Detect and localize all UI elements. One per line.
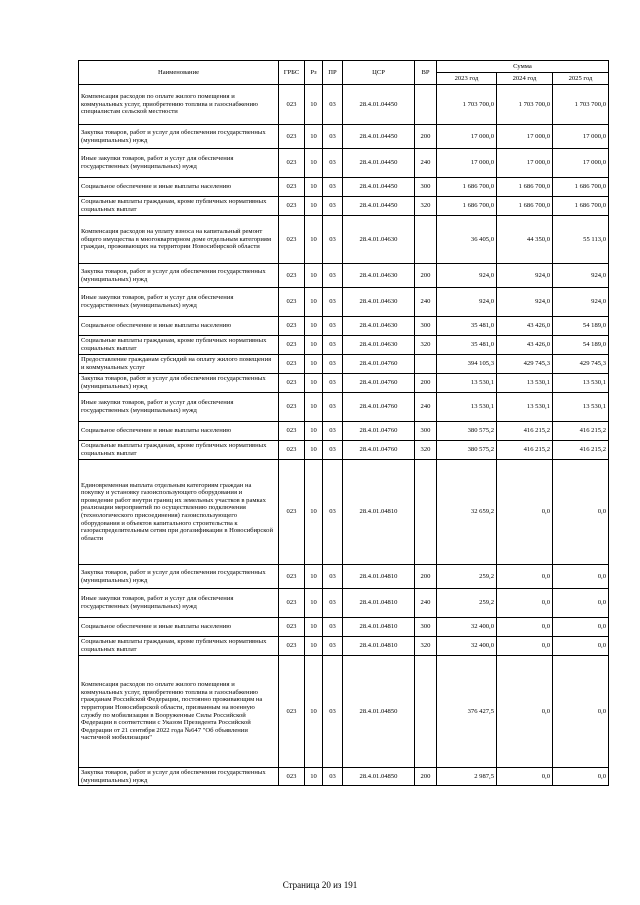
table-row xyxy=(79,460,609,565)
table-row xyxy=(79,441,609,460)
table-row xyxy=(79,565,609,589)
row-name: Иные закупки товаров, работ и услуг для обеспечения государственных (муниципальных) нужд xyxy=(79,288,279,317)
row-csr: 28.4.01.04450 xyxy=(343,178,415,197)
row-sum-2023: 1 686 700,0 xyxy=(437,197,497,216)
row-csr: 28.4.01.04810 xyxy=(343,637,415,656)
row-sum-2025: 13 530,1 xyxy=(553,393,609,422)
row-csr: 28.4.01.04760 xyxy=(343,441,415,460)
row-vr xyxy=(415,656,437,768)
row-pr: 03 xyxy=(323,589,343,618)
header-name: Наименование xyxy=(79,61,279,85)
row-sum-2024: 0,0 xyxy=(497,768,553,786)
row-rz: 10 xyxy=(305,355,323,374)
row-sum-2025: 416 215,2 xyxy=(553,422,609,441)
row-sum-2023: 35 481,0 xyxy=(437,317,497,336)
row-grbs: 023 xyxy=(279,336,305,355)
row-grbs: 023 xyxy=(279,422,305,441)
row-rz: 10 xyxy=(305,441,323,460)
row-name: Компенсация расходов по оплате жилого помещения и коммунальных услуг, приобретению топлива и газоснабжению гражданам Российской Федерации, постоянно проживающим на территории Новосибирской области, призванным на военную службу по мобилизации в Вооруженные Силы Российской Федерации в соответствии с Указом Президента Российской Федерации от 21 сентября 2022 года №647 "Об объявлении частичной мобилизации" xyxy=(79,656,279,768)
row-sum-2023: 924,0 xyxy=(437,264,497,288)
row-rz: 10 xyxy=(305,565,323,589)
table-row xyxy=(79,768,609,786)
row-vr: 300 xyxy=(415,178,437,197)
row-pr: 03 xyxy=(323,460,343,565)
table-row xyxy=(79,288,609,317)
row-sum-2025: 924,0 xyxy=(553,264,609,288)
row-rz: 10 xyxy=(305,374,323,393)
row-sum-2025: 1 686 700,0 xyxy=(553,178,609,197)
row-sum-2023: 32 400,0 xyxy=(437,618,497,637)
row-vr xyxy=(415,216,437,264)
row-vr xyxy=(415,85,437,125)
row-name: Компенсация расходов по оплате жилого помещения и коммунальных услуг, приобретению топлива и газоснабжению специалистам сельской местности xyxy=(79,85,279,125)
row-grbs: 023 xyxy=(279,565,305,589)
row-sum-2023: 924,0 xyxy=(437,288,497,317)
row-sum-2025: 13 530,1 xyxy=(553,374,609,393)
row-csr: 28.4.01.04630 xyxy=(343,264,415,288)
row-rz: 10 xyxy=(305,637,323,656)
row-name: Иные закупки товаров, работ и услуг для обеспечения государственных (муниципальных) нужд xyxy=(79,589,279,618)
row-csr: 28.4.01.04810 xyxy=(343,565,415,589)
row-name: Социальное обеспечение и иные выплаты населению xyxy=(79,422,279,441)
row-grbs: 023 xyxy=(279,85,305,125)
table-row xyxy=(79,149,609,178)
row-pr: 03 xyxy=(323,618,343,637)
row-pr: 03 xyxy=(323,422,343,441)
row-sum-2023: 259,2 xyxy=(437,565,497,589)
table-row xyxy=(79,85,609,125)
row-vr: 240 xyxy=(415,393,437,422)
row-csr: 28.4.01.04630 xyxy=(343,336,415,355)
row-pr: 03 xyxy=(323,149,343,178)
table-row xyxy=(79,317,609,336)
row-sum-2023: 32 659,2 xyxy=(437,460,497,565)
table-row xyxy=(79,393,609,422)
row-sum-2024: 44 350,0 xyxy=(497,216,553,264)
budget-table-container xyxy=(78,60,608,786)
header-vr: ВР xyxy=(415,61,437,85)
row-vr: 200 xyxy=(415,565,437,589)
table-row xyxy=(79,422,609,441)
row-name: Закупка товаров, работ и услуг для обеспечения государственных (муниципальных) нужд xyxy=(79,264,279,288)
row-sum-2025: 0,0 xyxy=(553,656,609,768)
row-name: Компенсация расходов на уплату взноса на капитальный ремонт общего имущества в многоквартирном доме отдельным категориям граждан, проживающих на территории Новосибирской области xyxy=(79,216,279,264)
header-year-2023: 2023 год xyxy=(437,73,497,85)
row-sum-2024: 924,0 xyxy=(497,288,553,317)
row-sum-2025: 17 000,0 xyxy=(553,125,609,149)
row-name: Закупка товаров, работ и услуг для обеспечения государственных (муниципальных) нужд xyxy=(79,565,279,589)
row-rz: 10 xyxy=(305,618,323,637)
row-pr: 03 xyxy=(323,565,343,589)
table-row xyxy=(79,355,609,374)
row-sum-2024: 0,0 xyxy=(497,637,553,656)
row-vr: 200 xyxy=(415,125,437,149)
row-pr: 03 xyxy=(323,374,343,393)
row-vr xyxy=(415,460,437,565)
table-body xyxy=(79,85,609,786)
row-rz: 10 xyxy=(305,197,323,216)
row-sum-2025: 1 686 700,0 xyxy=(553,197,609,216)
row-vr: 240 xyxy=(415,149,437,178)
row-sum-2024: 43 426,0 xyxy=(497,317,553,336)
table-row xyxy=(79,264,609,288)
row-rz: 10 xyxy=(305,125,323,149)
row-sum-2025: 416 215,2 xyxy=(553,441,609,460)
table-row xyxy=(79,589,609,618)
row-sum-2025: 55 113,0 xyxy=(553,216,609,264)
row-name: Социальные выплаты гражданам, кроме публичных нормативных социальных выплат xyxy=(79,336,279,355)
row-name: Социальное обеспечение и иные выплаты населению xyxy=(79,178,279,197)
row-rz: 10 xyxy=(305,317,323,336)
row-rz: 10 xyxy=(305,336,323,355)
row-vr: 200 xyxy=(415,768,437,786)
row-rz: 10 xyxy=(305,460,323,565)
row-rz: 10 xyxy=(305,589,323,618)
row-csr: 28.4.01.04630 xyxy=(343,216,415,264)
row-sum-2025: 0,0 xyxy=(553,460,609,565)
budget-table xyxy=(78,60,609,786)
row-name: Социальные выплаты гражданам, кроме публичных нормативных социальных выплат xyxy=(79,197,279,216)
row-sum-2023: 13 530,1 xyxy=(437,393,497,422)
row-sum-2024: 416 215,2 xyxy=(497,422,553,441)
row-name: Закупка товаров, работ и услуг для обеспечения государственных (муниципальных) нужд xyxy=(79,374,279,393)
row-sum-2024: 0,0 xyxy=(497,618,553,637)
row-sum-2025: 1 703 700,0 xyxy=(553,85,609,125)
row-csr: 28.4.01.04450 xyxy=(343,149,415,178)
row-name: Социальное обеспечение и иные выплаты населению xyxy=(79,317,279,336)
row-csr: 28.4.01.04850 xyxy=(343,656,415,768)
row-vr: 200 xyxy=(415,264,437,288)
row-grbs: 023 xyxy=(279,216,305,264)
row-vr: 200 xyxy=(415,374,437,393)
row-rz: 10 xyxy=(305,216,323,264)
row-sum-2024: 0,0 xyxy=(497,565,553,589)
row-pr: 03 xyxy=(323,317,343,336)
row-sum-2023: 32 400,0 xyxy=(437,637,497,656)
row-csr: 28.4.01.04850 xyxy=(343,768,415,786)
table-row xyxy=(79,618,609,637)
table-row xyxy=(79,125,609,149)
row-sum-2024: 1 703 700,0 xyxy=(497,85,553,125)
row-sum-2025: 0,0 xyxy=(553,565,609,589)
row-vr: 320 xyxy=(415,441,437,460)
row-vr: 320 xyxy=(415,197,437,216)
row-csr: 28.4.01.04630 xyxy=(343,317,415,336)
row-sum-2024: 13 530,1 xyxy=(497,393,553,422)
table-row xyxy=(79,656,609,768)
row-sum-2023: 13 530,1 xyxy=(437,374,497,393)
row-name: Предоставление гражданам субсидий на оплату жилого помещения и коммунальных услуг xyxy=(79,355,279,374)
row-pr: 03 xyxy=(323,125,343,149)
table-row xyxy=(79,374,609,393)
row-vr: 240 xyxy=(415,589,437,618)
row-sum-2023: 36 405,0 xyxy=(437,216,497,264)
row-vr xyxy=(415,355,437,374)
row-grbs: 023 xyxy=(279,197,305,216)
row-sum-2023: 1 703 700,0 xyxy=(437,85,497,125)
header-pr: ПР xyxy=(323,61,343,85)
row-grbs: 023 xyxy=(279,589,305,618)
row-csr: 28.4.01.04450 xyxy=(343,125,415,149)
header-sum: Сумма xyxy=(437,61,609,73)
page-number: Страница 20 из 191 xyxy=(282,880,358,890)
row-sum-2025: 0,0 xyxy=(553,637,609,656)
row-pr: 03 xyxy=(323,264,343,288)
row-csr: 28.4.01.04760 xyxy=(343,393,415,422)
row-pr: 03 xyxy=(323,637,343,656)
row-sum-2023: 394 105,3 xyxy=(437,355,497,374)
row-name: Закупка товаров, работ и услуг для обеспечения государственных (муниципальных) нужд xyxy=(79,768,279,786)
row-sum-2025: 17 000,0 xyxy=(553,149,609,178)
row-sum-2024: 924,0 xyxy=(497,264,553,288)
row-name: Закупка товаров, работ и услуг для обеспечения государственных (муниципальных) нужд xyxy=(79,125,279,149)
row-rz: 10 xyxy=(305,656,323,768)
row-csr: 28.4.01.04810 xyxy=(343,618,415,637)
row-sum-2024: 416 215,2 xyxy=(497,441,553,460)
row-csr: 28.4.01.04810 xyxy=(343,460,415,565)
row-pr: 03 xyxy=(323,85,343,125)
row-sum-2024: 1 686 700,0 xyxy=(497,197,553,216)
row-pr: 03 xyxy=(323,216,343,264)
row-grbs: 023 xyxy=(279,355,305,374)
header-csr: ЦСР xyxy=(343,61,415,85)
row-sum-2025: 924,0 xyxy=(553,288,609,317)
row-sum-2023: 1 686 700,0 xyxy=(437,178,497,197)
row-sum-2024: 17 000,0 xyxy=(497,149,553,178)
row-sum-2025: 54 189,0 xyxy=(553,317,609,336)
row-sum-2024: 0,0 xyxy=(497,589,553,618)
row-sum-2023: 380 575,2 xyxy=(437,422,497,441)
row-sum-2024: 43 426,0 xyxy=(497,336,553,355)
row-csr: 28.4.01.04450 xyxy=(343,197,415,216)
row-grbs: 023 xyxy=(279,264,305,288)
row-vr: 320 xyxy=(415,637,437,656)
row-sum-2024: 1 686 700,0 xyxy=(497,178,553,197)
row-pr: 03 xyxy=(323,393,343,422)
row-sum-2024: 17 000,0 xyxy=(497,125,553,149)
row-rz: 10 xyxy=(305,288,323,317)
table-row xyxy=(79,178,609,197)
row-name: Социальное обеспечение и иные выплаты населению xyxy=(79,618,279,637)
row-grbs: 023 xyxy=(279,768,305,786)
row-pr: 03 xyxy=(323,355,343,374)
row-pr: 03 xyxy=(323,197,343,216)
row-vr: 300 xyxy=(415,317,437,336)
row-sum-2023: 17 000,0 xyxy=(437,149,497,178)
row-csr: 28.4.01.04760 xyxy=(343,374,415,393)
row-pr: 03 xyxy=(323,288,343,317)
header-year-2025: 2025 год xyxy=(553,73,609,85)
row-grbs: 023 xyxy=(279,618,305,637)
row-sum-2025: 54 189,0 xyxy=(553,336,609,355)
row-name: Социальные выплаты гражданам, кроме публичных нормативных социальных выплат xyxy=(79,637,279,656)
row-pr: 03 xyxy=(323,656,343,768)
table-row xyxy=(79,336,609,355)
row-name: Единовременная выплата отдельным категориям граждан на покупку и установку газоиспользующего оборудования и проведение работ внутри границ их земельных участков в рамках реализации мероприятий по осуществлению подключения (технологического присоединения) газоиспользующего оборудования и объектов капитального строительства к газораспределительным сетям при догазификации в Новосибирской области xyxy=(79,460,279,565)
row-grbs: 023 xyxy=(279,656,305,768)
row-pr: 03 xyxy=(323,336,343,355)
row-sum-2025: 0,0 xyxy=(553,618,609,637)
row-rz: 10 xyxy=(305,768,323,786)
header-year-2024: 2024 год xyxy=(497,73,553,85)
row-sum-2023: 35 481,0 xyxy=(437,336,497,355)
header-rz: Рз xyxy=(305,61,323,85)
row-sum-2023: 380 575,2 xyxy=(437,441,497,460)
row-csr: 28.4.01.04810 xyxy=(343,589,415,618)
row-rz: 10 xyxy=(305,422,323,441)
row-grbs: 023 xyxy=(279,149,305,178)
header-grbs: ГРБС xyxy=(279,61,305,85)
row-grbs: 023 xyxy=(279,178,305,197)
row-grbs: 023 xyxy=(279,441,305,460)
row-rz: 10 xyxy=(305,149,323,178)
row-rz: 10 xyxy=(305,264,323,288)
row-grbs: 023 xyxy=(279,460,305,565)
row-sum-2024: 0,0 xyxy=(497,656,553,768)
row-vr: 300 xyxy=(415,422,437,441)
row-sum-2025: 0,0 xyxy=(553,768,609,786)
row-grbs: 023 xyxy=(279,125,305,149)
row-grbs: 023 xyxy=(279,393,305,422)
row-csr: 28.4.01.04450 xyxy=(343,85,415,125)
row-grbs: 023 xyxy=(279,374,305,393)
row-rz: 10 xyxy=(305,85,323,125)
row-csr: 28.4.01.04760 xyxy=(343,355,415,374)
table-row xyxy=(79,216,609,264)
row-pr: 03 xyxy=(323,178,343,197)
table-row xyxy=(79,197,609,216)
row-pr: 03 xyxy=(323,441,343,460)
row-vr: 240 xyxy=(415,288,437,317)
row-sum-2024: 13 530,1 xyxy=(497,374,553,393)
row-sum-2025: 0,0 xyxy=(553,589,609,618)
row-grbs: 023 xyxy=(279,317,305,336)
row-sum-2023: 17 000,0 xyxy=(437,125,497,149)
row-grbs: 023 xyxy=(279,637,305,656)
row-pr: 03 xyxy=(323,768,343,786)
row-csr: 28.4.01.04630 xyxy=(343,288,415,317)
row-name: Иные закупки товаров, работ и услуг для обеспечения государственных (муниципальных) нужд xyxy=(79,393,279,422)
row-grbs: 023 xyxy=(279,288,305,317)
row-rz: 10 xyxy=(305,393,323,422)
row-name: Иные закупки товаров, работ и услуг для обеспечения государственных (муниципальных) нужд xyxy=(79,149,279,178)
row-sum-2025: 429 745,3 xyxy=(553,355,609,374)
row-sum-2023: 259,2 xyxy=(437,589,497,618)
table-row xyxy=(79,637,609,656)
row-sum-2023: 376 427,5 xyxy=(437,656,497,768)
row-sum-2023: 2 987,5 xyxy=(437,768,497,786)
row-vr: 300 xyxy=(415,618,437,637)
row-sum-2024: 0,0 xyxy=(497,460,553,565)
row-vr: 320 xyxy=(415,336,437,355)
row-rz: 10 xyxy=(305,178,323,197)
row-csr: 28.4.01.04760 xyxy=(343,422,415,441)
row-name: Социальные выплаты гражданам, кроме публичных нормативных социальных выплат xyxy=(79,441,279,460)
row-sum-2024: 429 745,3 xyxy=(497,355,553,374)
